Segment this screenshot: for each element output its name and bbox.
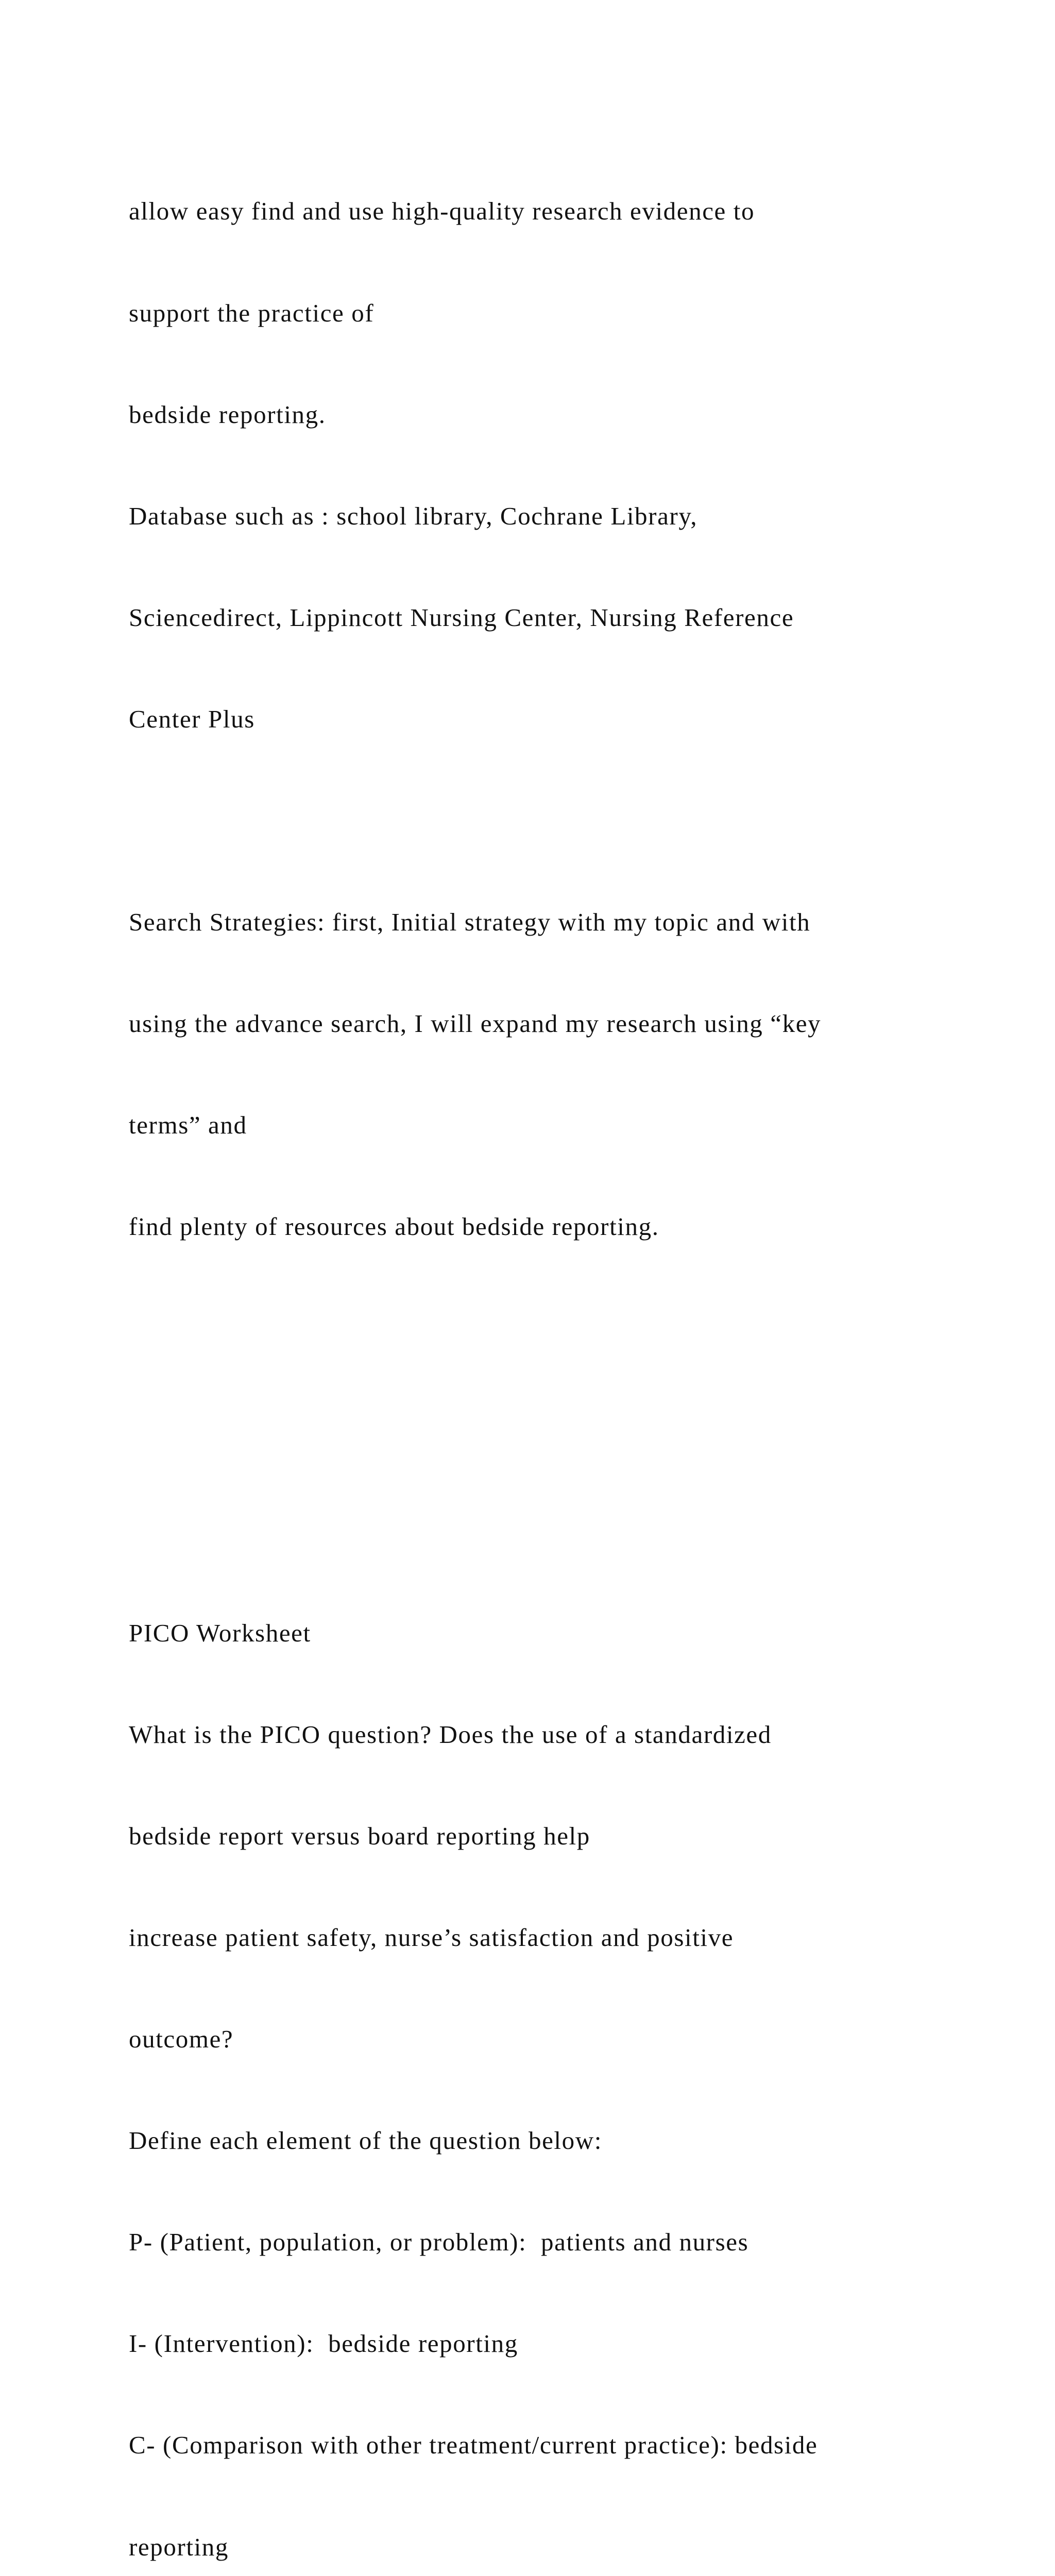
text-line: Search Strategies: first, Initial strategy with my topic and with bbox=[129, 908, 811, 937]
text-line: terms” and bbox=[129, 1111, 247, 1140]
text-line: Sciencedirect, Lippincott Nursing Center, Nursing Reference bbox=[129, 603, 794, 632]
text-line: Database such as : school library, Cochrane Library, bbox=[129, 501, 698, 530]
text-line: find plenty of resources about bedside reporting. bbox=[129, 1212, 659, 1241]
text-line: reporting bbox=[129, 2532, 229, 2561]
blank-line bbox=[129, 1311, 1005, 1345]
text-line: outcome? bbox=[129, 2025, 234, 2054]
text-line: I- (Intervention): bedside reporting bbox=[129, 2329, 518, 2358]
blank-line bbox=[129, 1413, 1005, 1447]
text-line: using the advance search, I will expand my research using “key bbox=[129, 1009, 822, 1038]
text-line: bedside report versus board reporting help bbox=[129, 1821, 590, 1850]
section-heading: PICO Worksheet bbox=[129, 1618, 311, 1647]
text-line: C- (Comparison with other treatment/current practice): bedside bbox=[129, 2431, 818, 2460]
blank-line bbox=[129, 804, 1005, 838]
document-body bbox=[129, 127, 1005, 2576]
text-line: allow easy find and use high-quality research evidence to bbox=[129, 197, 755, 226]
text-line: P- (Patient, population, or problem): patients and nurses bbox=[129, 2228, 749, 2257]
text-line: Center Plus bbox=[129, 704, 255, 733]
text-line: bedside reporting. bbox=[129, 400, 326, 429]
text-line: What is the PICO question? Does the use of a standardized bbox=[129, 1720, 772, 1749]
blank-line bbox=[129, 1515, 1005, 1549]
text-line: increase patient safety, nurse’s satisfaction and positive bbox=[129, 1923, 734, 1952]
text-line: support the practice of bbox=[129, 298, 375, 327]
text-line: Define each element of the question below: bbox=[129, 2126, 602, 2155]
